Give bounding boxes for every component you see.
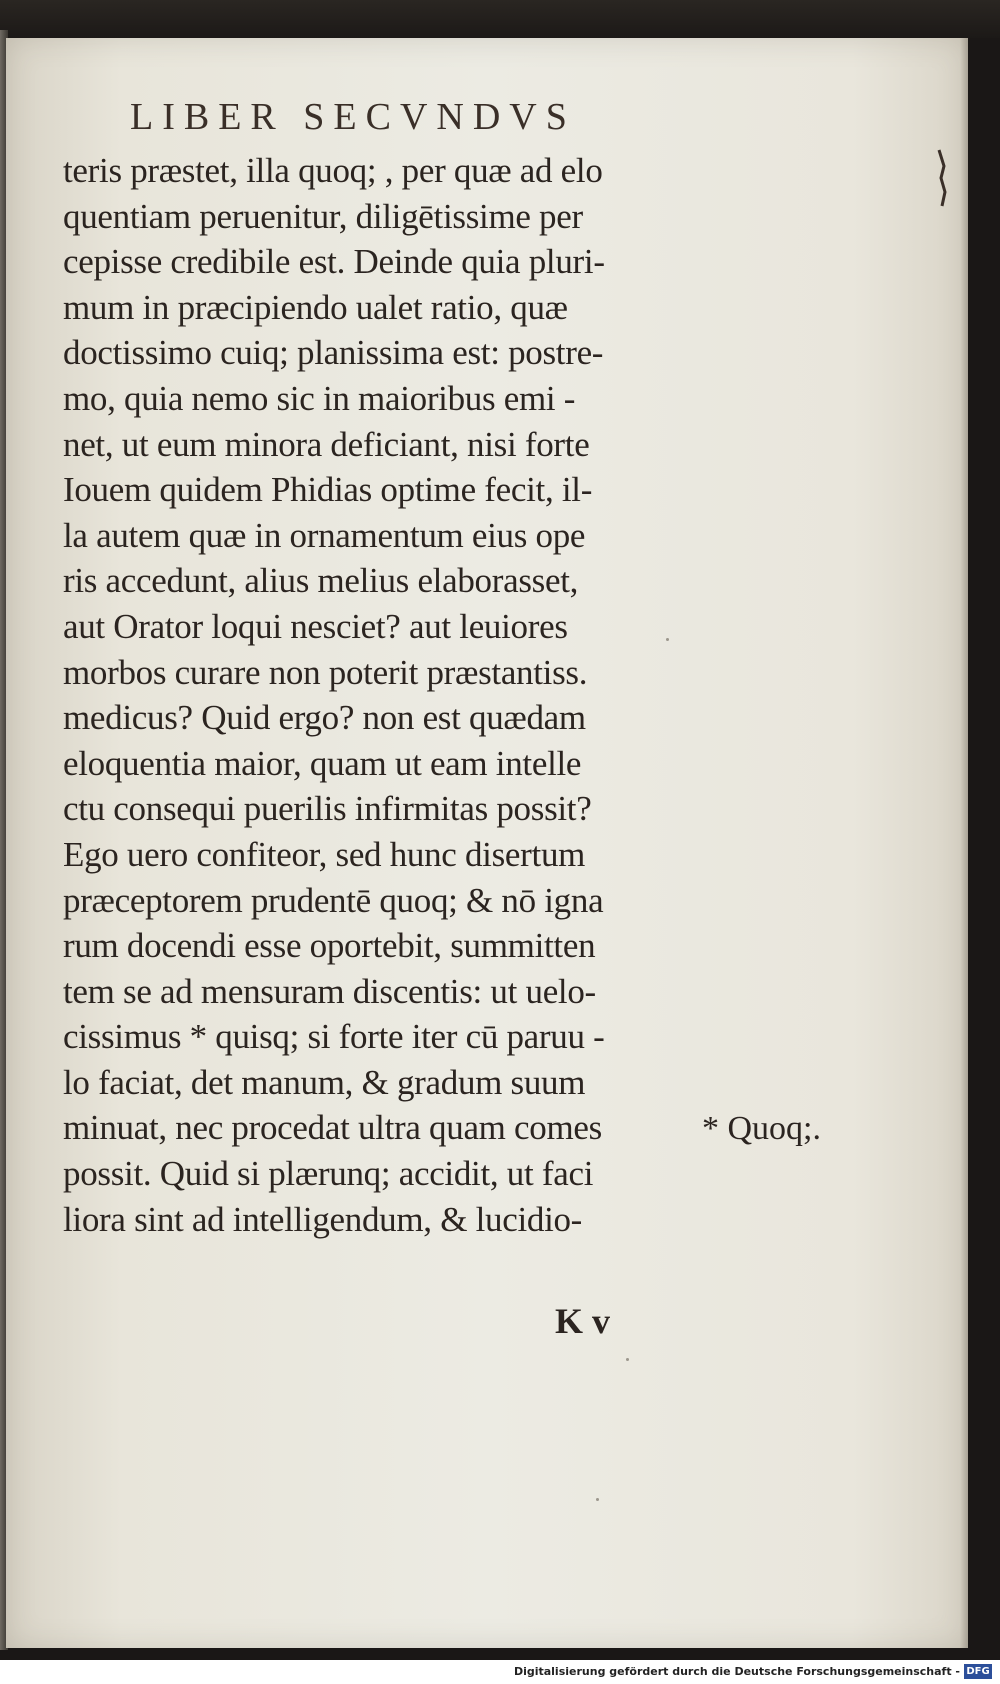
text-line: tem se ad mensuram discentis: ut uelo- — [63, 971, 596, 1011]
text-line: eloquentia maior, quam ut eam intelle — [63, 743, 582, 783]
text-line: rum docendi esse oportebit, summitten — [63, 926, 596, 966]
text-line: cissimus * quisq; si forte iter cū paruu - — [63, 1017, 605, 1057]
paper-speck — [626, 1358, 629, 1361]
signature-mark: K v — [555, 1301, 611, 1341]
dfg-logo: DFG — [964, 1664, 992, 1679]
text-line: la autem quæ in ornamentum eius ope — [63, 515, 586, 555]
text-line: aut Orator loqui nesciet? aut leuiores — [63, 606, 568, 646]
text-line: ris accedunt, alius melius elaborasset, — [63, 561, 579, 601]
text-line: net, ut eum minora deficiant, nisi forte — [63, 424, 590, 464]
text-line: Ego uero confiteor, sed hunc disertum — [63, 834, 586, 874]
text-line: teris præstet, illa quoq; , per quæ ad elo — [63, 151, 603, 190]
text-line: Iouem quidem Phidias optime fecit, il- — [63, 470, 593, 510]
footer-credit: Digitalisierung gefördert durch die Deutsche Forschungsgemeinschaft - — [513, 1665, 960, 1678]
text-line: lo faciat, det manum, & gradum suum — [63, 1062, 586, 1102]
text-line: possit. Quid si plærunq; accidit, ut faci — [63, 1154, 594, 1194]
margin-note: * Quoq;. — [702, 1110, 821, 1147]
text-line: cepisse credibile est. Deinde quia pluri- — [63, 242, 605, 282]
scan-top-border — [0, 0, 1000, 38]
text-line: mo, quia nemo sic in maioribus emi - — [63, 378, 576, 418]
text-line: quentiam peruenitur, diligētissime per — [63, 196, 583, 236]
body-text — [63, 148, 703, 1242]
text-line: doctissimo cuiq; planissima est: postre- — [63, 333, 604, 373]
text-line: medicus? Quid ergo? non est quædam — [63, 698, 586, 738]
text-line: mum in præcipiendo ualet ratio, quæ — [63, 287, 568, 327]
page-right-shadow — [960, 38, 968, 1648]
paper-speck — [596, 1498, 599, 1501]
text-line: minuat, nec procedat ultra quam comes — [63, 1108, 602, 1148]
running-head: LIBER SECVNDVS — [130, 96, 576, 138]
text-line: liora sint ad intelligendum, & lucidio- — [63, 1199, 583, 1239]
text-line: præceptorem prudentē quoq; & nō igna — [63, 880, 604, 920]
text-line: ctu consequi puerilis infirmitas possit? — [63, 789, 592, 829]
margin-ink-mark — [936, 148, 948, 208]
text-line: morbos curare non poterit præstantiss. — [63, 652, 588, 692]
